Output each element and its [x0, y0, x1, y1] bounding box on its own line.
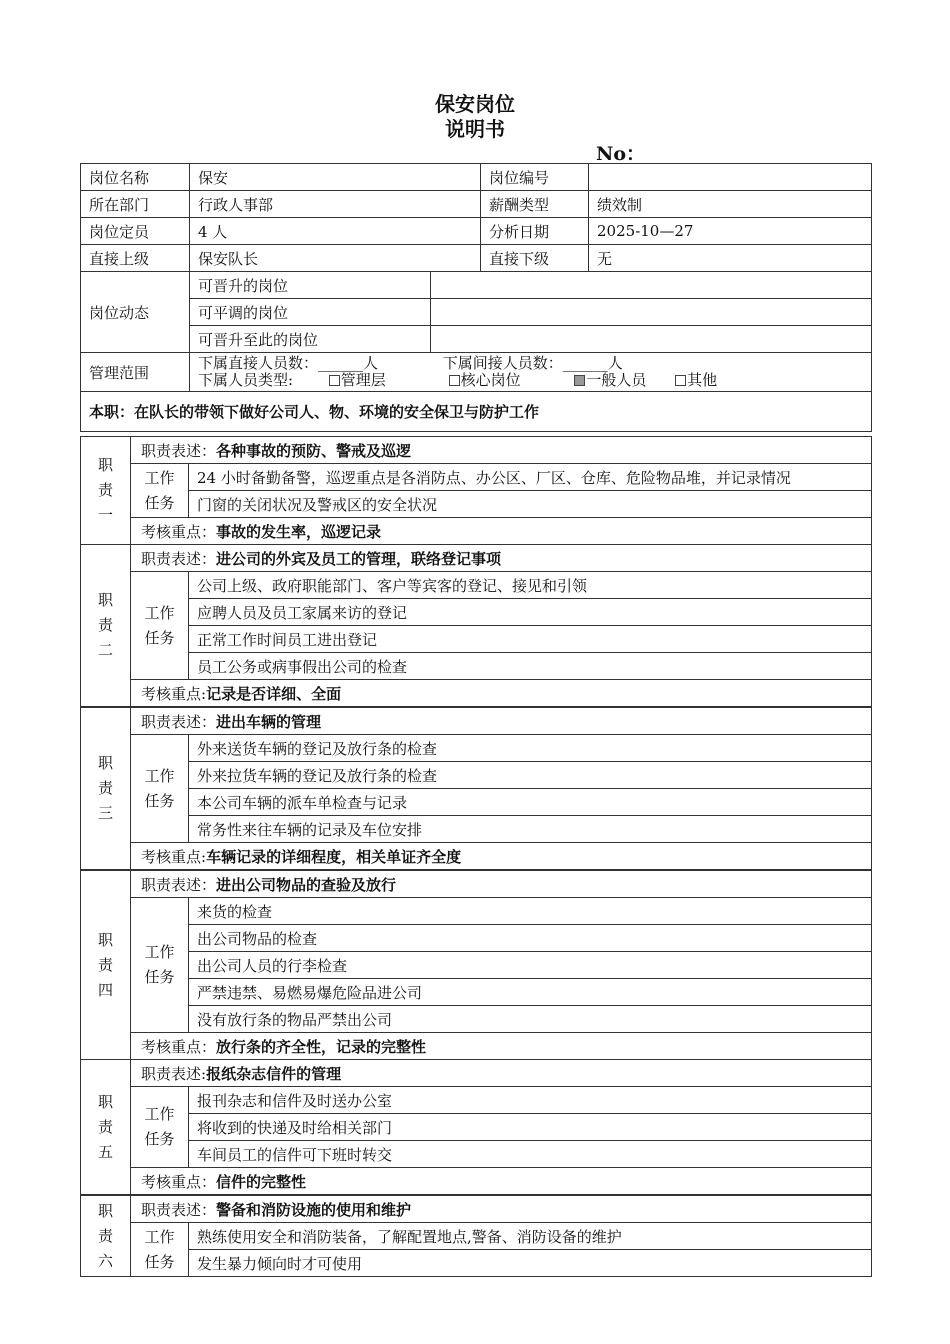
task-item: 出公司人员的行李检查: [189, 952, 872, 979]
duty-text: 车辆记录的详细程度，相关单证齐全度: [206, 847, 462, 866]
promote-label: 可晋升的岗位: [190, 272, 431, 299]
dept-label: 所在部门: [81, 191, 190, 218]
duty-text: 职: [97, 591, 113, 609]
option-other: 其他: [687, 371, 718, 389]
duty-number: [81, 1196, 131, 1277]
duty-text: 职责表述: [141, 1064, 202, 1083]
superior-label: 直接上级: [81, 245, 190, 272]
duty-text: 职: [97, 1092, 113, 1111]
duty-text: 二: [97, 641, 113, 659]
duty-description: [131, 871, 872, 898]
promote-to-value: [431, 326, 872, 353]
duty-text: 责: [97, 616, 113, 634]
duty-description: [131, 1196, 872, 1223]
duty-text: 工作: [144, 1105, 175, 1123]
staff-value: 4 人: [190, 218, 481, 245]
duty-text: 任务: [144, 1252, 175, 1271]
assessment-focus: [131, 680, 872, 707]
duty-text: 职责表述: [141, 712, 202, 731]
transfer-label: 可平调的岗位: [190, 299, 431, 326]
code-value: [589, 164, 872, 191]
task-item: 正常工作时间员工进出登记: [189, 626, 872, 653]
duty-text: 任务: [144, 791, 175, 810]
promote-value: [431, 272, 872, 299]
subordinate-type-label: 下属人员类型:: [198, 371, 294, 389]
duty-table: [80, 707, 872, 870]
duty-text: 考核重点: [141, 1172, 202, 1191]
duty-text: :: [201, 1064, 207, 1083]
transfer-value: [431, 299, 872, 326]
duty-text: 考核重点: [141, 684, 202, 703]
duty-text: 任务: [144, 968, 175, 986]
task-label: [131, 572, 189, 680]
duty-text: 放行条的齐全性，记录的完整性: [216, 1037, 427, 1056]
task-item: 公司上级、政府职能部门、客户等宾客的登记、接见和引领: [189, 572, 872, 599]
duty-text: 进公司的外宾及员工的管理，联络登记事项: [216, 549, 502, 568]
duty-text: ：: [201, 441, 217, 460]
duty-text: 各种事故的预防、警戒及巡逻: [216, 441, 412, 460]
duty-text: 警备和消防设施的使用和维护: [216, 1200, 412, 1219]
duty-description: [131, 545, 872, 572]
duty-text: ：: [201, 712, 217, 731]
task-label: [131, 1223, 189, 1277]
duty-text: ：: [201, 549, 217, 568]
duty-text: 职: [97, 1201, 113, 1220]
duty-text: 报纸杂志信件的管理: [206, 1064, 342, 1083]
duty-number: [81, 1060, 131, 1195]
duty-text: 工作: [144, 468, 175, 487]
duty-text: 一: [97, 506, 113, 524]
doc-number-label: No：: [596, 143, 646, 165]
duty-text: 工作: [144, 943, 175, 961]
duty-text: ：: [201, 1200, 217, 1219]
assessment-focus: [131, 518, 872, 545]
duty-text: 责: [97, 1226, 113, 1245]
duty-text: 责: [97, 481, 113, 499]
duty-text: 职: [97, 456, 113, 474]
duty-text: ：: [201, 522, 217, 541]
task-item: 员工公务或病事假出公司的检查: [189, 653, 872, 680]
duty-text: 六: [97, 1251, 113, 1270]
duty-text: 责: [97, 1117, 113, 1136]
duty-text: 工作: [144, 766, 175, 785]
task-item: 外来送货车辆的登记及放行条的检查: [189, 735, 872, 762]
date-label: 分析日期: [481, 218, 589, 245]
task-label: [131, 735, 189, 843]
task-item: 本公司车辆的派车单检查与记录: [189, 789, 872, 816]
duty-number: [81, 871, 131, 1060]
assessment-focus: [131, 843, 872, 870]
duty-text: 职: [97, 930, 113, 949]
task-item: 出公司物品的检查: [189, 925, 872, 952]
duty-table: [80, 870, 872, 1060]
duty-text: 进出车辆的管理: [216, 712, 322, 731]
duty-text: 职责表述: [141, 549, 202, 568]
duty-text: 四: [97, 980, 113, 999]
task-item: 报刊杂志和信件及时送办公室: [189, 1087, 872, 1114]
duty-text: 职责表述: [141, 441, 202, 460]
duty-text: 职责表述: [141, 875, 202, 894]
name-value: 保安: [190, 164, 481, 191]
date-value: 2025-10—27: [589, 218, 872, 245]
task-item: 常务性来往车辆的记录及车位安排: [189, 816, 872, 843]
pay-label: 薪酬类型: [481, 191, 589, 218]
duty-number: [81, 708, 131, 870]
duty-text: 责: [97, 955, 113, 974]
duty-description: [131, 1060, 872, 1087]
duty-text: 考核重点: [141, 847, 202, 866]
duty-text: 考核重点: [141, 1037, 202, 1056]
duty-text: ：: [201, 1172, 217, 1191]
duty-text: 职: [97, 754, 113, 772]
direct-count: 下属直接人员数：______人: [198, 354, 379, 372]
duty-text: 工作: [144, 603, 175, 622]
task-item: 外来拉货车辆的登记及放行条的检查: [189, 762, 872, 789]
duty-number: [81, 437, 131, 545]
duty-description: [131, 708, 872, 735]
duty-text: 考核重点: [141, 522, 202, 541]
duty-text: 任务: [144, 628, 175, 647]
duty-text: 事故的发生率，巡逻记录: [216, 522, 382, 541]
duty-table: [80, 436, 872, 545]
duty-table: [80, 544, 872, 707]
indirect-count: 下属间接人员数：______人: [442, 354, 623, 372]
duty-text: 信件的完整性: [216, 1172, 307, 1191]
task-item: 来货的检查: [189, 898, 872, 925]
task-item: 发生暴力倾向时才可使用: [189, 1250, 872, 1277]
job-summary: 本职：在队长的带领下做好公司人、物、环境的安全保卫与防护工作: [81, 392, 872, 432]
duty-text: 任务: [144, 1130, 175, 1148]
task-item: 没有放行条的物品严禁出公司: [189, 1006, 872, 1033]
task-label: [131, 1087, 189, 1168]
task-label: [131, 898, 189, 1033]
duty-text: 工作: [144, 1227, 175, 1246]
duty-text: 责: [97, 779, 113, 797]
name-label: 岗位名称: [81, 164, 190, 191]
task-item: 24 小时备勤备警，巡逻重点是各消防点、办公区、厂区、仓库、危险物品堆，并记录情况: [189, 464, 872, 491]
task-item: 熟练使用安全和消防装备，了解配置地点,警备、消防设备的维护: [189, 1223, 872, 1250]
duty-text: ：: [201, 875, 217, 894]
task-label: [131, 464, 189, 518]
superior-value: 保安队长: [190, 245, 481, 272]
option-core: 核心岗位: [460, 371, 521, 389]
doc-title-line2: 说明书: [445, 117, 505, 141]
dept-value: 行政人事部: [190, 191, 481, 218]
scope-label: 管理范围: [81, 353, 190, 392]
duty-text: 职责表述: [141, 1200, 202, 1219]
checkbox-general[interactable]: [574, 375, 585, 386]
task-item: 严禁违禁、易燃易爆危险品进公司: [189, 979, 872, 1006]
option-general: 一般人员: [586, 371, 647, 389]
duty-text: 五: [97, 1142, 113, 1161]
duty-text: 三: [97, 804, 113, 822]
pay-value: 绩效制: [589, 191, 872, 218]
task-item: 将收到的快递及时给相关部门: [189, 1114, 872, 1141]
code-label: 岗位编号: [481, 164, 589, 191]
duty-text: 进出公司物品的查验及放行: [216, 875, 397, 894]
duty-table: [80, 1195, 872, 1277]
doc-title-line1: 保安岗位: [435, 92, 515, 116]
scope-detail: [190, 353, 872, 392]
assessment-focus: [131, 1168, 872, 1195]
checkbox-core[interactable]: [449, 375, 460, 386]
staff-label: 岗位定员: [81, 218, 190, 245]
duty-table: [80, 1059, 872, 1195]
promote-to-label: 可晋升至此的岗位: [190, 326, 431, 353]
duty-description: [131, 437, 872, 464]
checkbox-management[interactable]: [329, 375, 340, 386]
subordinate-value: 无: [589, 245, 872, 272]
duty-text: :: [201, 847, 207, 866]
duty-number: [81, 545, 131, 707]
subordinate-label: 直接下级: [481, 245, 589, 272]
duty-text: 任务: [144, 493, 175, 512]
dynamics-label: 岗位动态: [81, 272, 190, 353]
job-basic-table: [80, 163, 872, 432]
assessment-focus: [131, 1033, 872, 1060]
duty-text: :: [201, 684, 207, 703]
option-management: 管理层: [340, 371, 386, 389]
task-item: 门窗的关闭状况及警戒区的安全状况: [189, 491, 872, 518]
duty-text: ：: [201, 1037, 217, 1056]
task-item: 车间员工的信件可下班时转交: [189, 1141, 872, 1168]
task-item: 应聘人员及员工家属来访的登记: [189, 599, 872, 626]
checkbox-other[interactable]: [675, 375, 686, 386]
duty-text: 记录是否详细、全面: [206, 684, 342, 703]
